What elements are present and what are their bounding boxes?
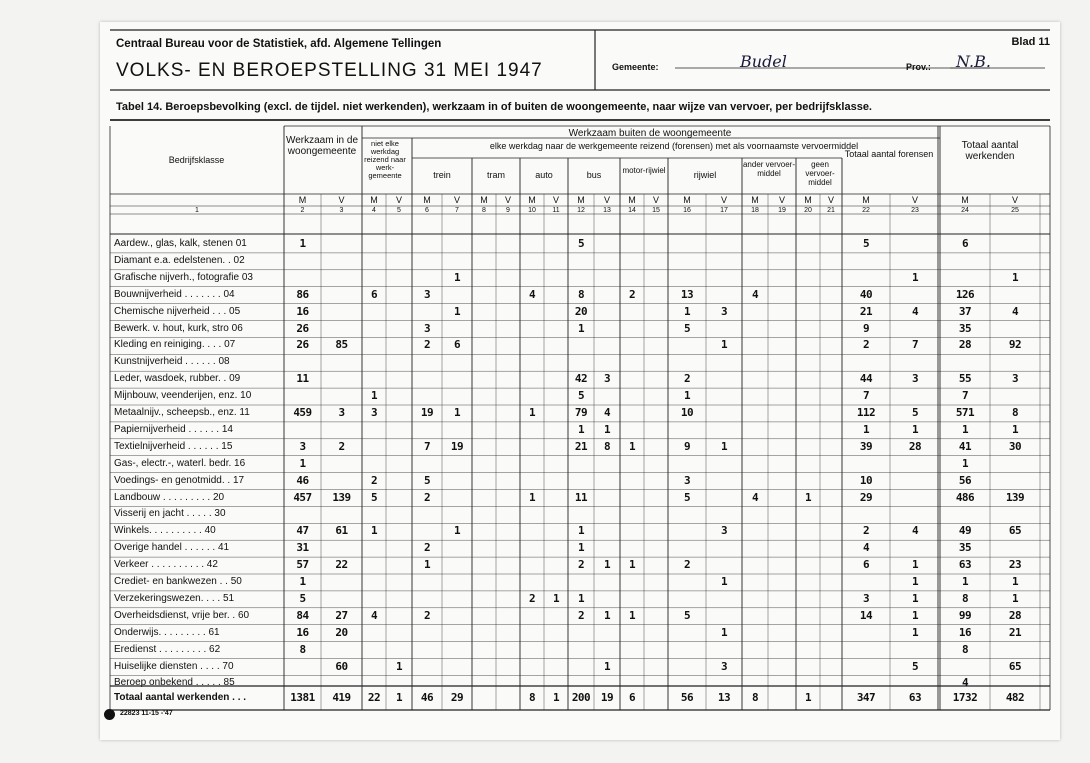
row-label: Onderwijs. . . . . . . . . 61: [114, 626, 220, 638]
total-cell: 1: [395, 691, 403, 704]
col-number: 4: [372, 207, 376, 214]
table-cell: 6: [453, 338, 461, 352]
table-cell: 28: [908, 439, 922, 453]
table-cell: 1: [720, 625, 728, 639]
row-label: Mijnbouw, veenderijen, enz. 10: [114, 390, 252, 402]
v-header: V: [827, 195, 834, 205]
col-number: 7: [455, 207, 459, 214]
table-cell: 44: [859, 372, 873, 386]
col-number: 2: [300, 207, 305, 214]
table-cell: 61: [335, 524, 348, 538]
table-cell: 14: [859, 608, 873, 622]
total-cell: 482: [1005, 691, 1025, 704]
table-cell: 1: [720, 439, 728, 453]
table-cell: 2: [862, 338, 870, 352]
table-cell: 1: [370, 389, 378, 403]
table-cell: 1: [528, 406, 536, 419]
table-cell: 126: [955, 287, 975, 301]
table-cell: 16: [958, 625, 972, 639]
row-label: Winkels. . . . . . . . . . 40: [114, 525, 216, 537]
col-number: 20: [804, 207, 812, 214]
blad-number: Blad 11: [1011, 36, 1050, 48]
table-cell: 3: [370, 406, 378, 419]
table-cell: 1: [423, 558, 431, 572]
table-cell: 10: [680, 406, 694, 419]
table-cell: 3: [423, 321, 431, 335]
table-cell: 3: [911, 372, 919, 386]
table-cell: 1: [577, 541, 585, 555]
total-cell: 8: [528, 691, 536, 704]
total-cell: 29: [450, 691, 464, 704]
table-cell: 9: [683, 439, 691, 453]
table-cell: 1: [552, 591, 560, 605]
table-cell: 7: [961, 389, 969, 403]
table-cell: 1: [577, 591, 585, 605]
m-header: M: [628, 195, 636, 205]
table-cell: 35: [958, 321, 972, 335]
table-cell: 20: [574, 304, 588, 318]
table-cell: 21: [1008, 625, 1022, 639]
col-number: 24: [961, 207, 969, 214]
col-number: 22: [862, 207, 870, 214]
prov-label: Prov.:: [906, 62, 931, 72]
total-row-label: Totaal aantal werkenden . . .: [114, 692, 247, 703]
table-cell: 9: [862, 321, 870, 335]
table-cell: 2: [683, 372, 691, 386]
table-cell: 1: [577, 422, 585, 436]
table-cell: 1: [911, 270, 919, 284]
total-cell: 19: [600, 691, 614, 704]
table-cell: 65: [1008, 524, 1022, 538]
table-cell: 2: [577, 608, 585, 622]
table-cell: 16: [296, 625, 309, 639]
total-cell: 1: [804, 691, 812, 704]
table-cell: 1: [911, 575, 919, 588]
row-label: Diamant e.a. edelstenen. . 02: [114, 254, 245, 266]
table-cell: 1: [299, 237, 306, 250]
table-cell: 1: [1011, 591, 1019, 605]
col-number: 25: [1011, 207, 1019, 214]
table-cell: 55: [958, 372, 972, 386]
table-cell: 13: [680, 287, 694, 301]
v-header: V: [603, 195, 610, 205]
table-cell: 19: [450, 439, 464, 453]
table-cell: 1: [1011, 575, 1019, 588]
row-label: Bouwnijverheid . . . . . . . 04: [114, 288, 235, 300]
form-title: VOLKS- EN BEROEPSTELLING 31 MEI 1947: [116, 60, 543, 81]
col-number: 15: [652, 207, 660, 214]
v-header: V: [552, 195, 559, 205]
table-cell: 40: [859, 287, 873, 301]
table-cell: 28: [958, 338, 972, 352]
table-cell: 84: [296, 608, 309, 622]
table-cell: 3: [423, 287, 431, 301]
table-cell: 1: [628, 439, 636, 453]
table-cell: 1: [911, 625, 919, 639]
table-cell: 79: [574, 406, 588, 419]
table-cell: 1: [961, 456, 969, 470]
col-rijwiel-header: rijwiel: [693, 170, 717, 180]
col-bedrijfsklasse-header: Bedrijfsklasse: [168, 155, 225, 165]
table-cell: 1: [862, 422, 870, 436]
table-cell: 1: [395, 659, 403, 673]
table-cell: 2: [423, 490, 431, 504]
v-header: V: [778, 195, 785, 205]
printer-mark-icon: [104, 709, 115, 720]
table-cell: 20: [335, 625, 348, 639]
table-cell: 8: [577, 287, 585, 301]
v-header: V: [395, 195, 402, 205]
col-bus-header: bus: [586, 170, 602, 180]
row-label: Metaalnijv., scheepsb., enz. 11: [114, 407, 250, 418]
table-cell: 4: [862, 541, 870, 555]
table-cell: 3: [720, 659, 728, 673]
table-cell: 65: [1008, 659, 1022, 673]
row-label: Landbouw . . . . . . . . . 20: [114, 491, 225, 503]
table-cell: 92: [1008, 338, 1022, 352]
table-cell: 8: [961, 591, 969, 605]
table-cell: 3: [720, 304, 728, 318]
table-cell: 5: [911, 659, 919, 673]
table-cell: 2: [577, 558, 585, 572]
m-header: M: [862, 195, 870, 205]
col-number: 18: [751, 207, 759, 214]
gemeente-value: Budel: [740, 52, 787, 71]
table-cell: 4: [528, 287, 536, 301]
m-header: M: [961, 195, 969, 205]
col-elke-werkdag-header: elke werkdag naar de werkgemeente reizend (forensen) met als voornaamste vervoermiddel: [489, 141, 859, 151]
table-cell: 457: [293, 490, 312, 504]
table-cell: 11: [574, 490, 588, 504]
footer-code: 22823 11-15 -'47: [120, 710, 173, 717]
row-label: Crediet- en bankwezen . . 50: [114, 576, 242, 587]
row-label: Aardew., glas, kalk, stenen 01: [114, 238, 247, 249]
table-cell: 2: [528, 591, 536, 605]
table-cell: 5: [683, 608, 691, 622]
table-cell: 112: [856, 406, 876, 419]
row-label: Kleding en reiniging. . . . 07: [114, 339, 236, 351]
table-cell: 1: [911, 591, 919, 605]
table-cell: 47: [296, 524, 309, 538]
table-cell: 1: [577, 524, 585, 538]
table-cell: 1: [577, 321, 585, 335]
row-label: Voedings- en genotmidd. . 17: [114, 474, 245, 486]
table-cell: 7: [423, 439, 431, 453]
table-cell: 1: [603, 659, 611, 673]
col-number: 19: [778, 207, 786, 214]
table-cell: 2: [862, 524, 870, 538]
col-number: 10: [528, 207, 536, 214]
table-cell: 1: [720, 575, 728, 588]
table-cell: 4: [603, 406, 611, 419]
table-cell: 5: [911, 406, 919, 419]
row-label: Eredienst . . . . . . . . . 62: [114, 643, 221, 655]
m-header: M: [577, 195, 585, 205]
total-cell: 56: [680, 691, 694, 704]
m-header: M: [298, 195, 307, 205]
table-cell: 2: [338, 439, 345, 453]
table-cell: 1: [911, 422, 919, 436]
col-number: 5: [397, 207, 401, 214]
table-cell: 1: [299, 575, 306, 588]
v-header: V: [652, 195, 659, 205]
col-number: 8: [482, 207, 486, 214]
table-cell: 6: [862, 558, 870, 572]
row-label: Chemische nijverheid . . . 05: [114, 305, 241, 317]
table-cell: 2: [423, 541, 431, 555]
table-cell: 5: [862, 237, 870, 250]
table-cell: 486: [955, 490, 975, 504]
gemeente-label: Gemeente:: [612, 62, 659, 72]
table-cell: 86: [296, 287, 309, 301]
table-cell: 1: [299, 456, 306, 470]
table-cell: 23: [1008, 558, 1022, 572]
col-werkzaam-buiten-header: Werkzaam buiten de woongemeente: [568, 128, 732, 139]
table-cell: 1: [1011, 270, 1019, 284]
col-auto-header: auto: [535, 170, 553, 180]
table-cell: 2: [423, 338, 431, 352]
table-cell: 3: [603, 372, 611, 386]
table-cell: 1: [528, 490, 536, 504]
table-cell: 1: [804, 490, 812, 504]
table-cell: 42: [574, 372, 588, 386]
v-header: V: [453, 195, 460, 205]
col-number: 1: [195, 207, 199, 214]
total-cell: 1: [552, 691, 560, 704]
col-number: 14: [628, 207, 636, 214]
m-header: M: [683, 195, 691, 205]
col-number: 3: [339, 207, 344, 214]
row-label: Huiselijke diensten . . . . 70: [114, 660, 234, 672]
prov-value: N.B.: [956, 52, 991, 71]
table-cell: 1: [603, 422, 611, 436]
table-cell: 3: [720, 524, 728, 538]
table-cell: 21: [574, 439, 588, 453]
table-cell: 571: [955, 406, 975, 419]
col-trein-header: trein: [433, 170, 451, 180]
table-cell: 5: [683, 490, 691, 504]
table-title: Tabel 14. Beroepsbevolking (excl. de tijdel. niet werkenden), werkzaam in of buiten de woongemeente, naar wijze van vervoer, per bedrijfsklasse.: [116, 101, 872, 113]
table-cell: 41: [958, 439, 972, 453]
col-forensen-header: Totaal aantal forensen: [844, 149, 934, 159]
total-cell: 63: [908, 691, 922, 704]
m-header: M: [528, 195, 536, 205]
table-cell: 37: [958, 304, 972, 318]
table-cell: 30: [1008, 439, 1022, 453]
table-cell: 1: [720, 338, 728, 352]
table-cell: 3: [862, 591, 870, 605]
table-cell: 49: [958, 524, 972, 538]
table-cell: 26: [296, 338, 309, 352]
table-cell: 3: [338, 406, 345, 419]
v-header: V: [720, 195, 727, 205]
table-cell: 1: [961, 575, 969, 588]
total-cell: 13: [717, 691, 731, 704]
table-cell: 2: [683, 558, 691, 572]
m-header: M: [480, 195, 488, 205]
table-cell: 1: [603, 558, 611, 572]
table-cell: 1: [453, 270, 461, 284]
table-cell: 16: [296, 304, 309, 318]
table-cell: 4: [911, 304, 919, 318]
table-cell: 27: [335, 608, 348, 622]
v-header: V: [338, 195, 345, 205]
table-cell: 8: [603, 439, 611, 453]
table-cell: 459: [293, 406, 312, 419]
census-form-sheet: [100, 22, 1060, 740]
row-label: Textielnijverheid . . . . . . 15: [114, 440, 233, 452]
total-cell: 46: [420, 691, 434, 704]
total-cell: 8: [751, 691, 759, 704]
table-cell: 1: [453, 524, 461, 538]
v-header: V: [504, 195, 511, 205]
table-cell: 7: [911, 338, 919, 352]
table-cell: 60: [335, 659, 348, 673]
table-cell: 8: [1011, 406, 1019, 419]
table-cell: 6: [370, 287, 378, 301]
col-totaal-header: Totaal aantal werkenden: [961, 140, 1019, 162]
row-label: Papiernijverheid . . . . . . 14: [114, 423, 233, 435]
table-cell: 8: [961, 642, 969, 656]
row-label: Beroep onbekend . . . . . 85: [114, 677, 235, 689]
table-cell: 85: [335, 338, 348, 352]
table-cell: 57: [296, 558, 309, 572]
m-header: M: [370, 195, 378, 205]
m-header: M: [804, 195, 812, 205]
row-label: Verzekeringswezen. . . . 51: [114, 592, 235, 604]
table-cell: 1: [1011, 422, 1019, 436]
table-cell: 11: [296, 372, 309, 386]
col-werkzaam-in-header: Werkzaam in de woongemeente: [285, 135, 359, 157]
row-label: Gas-, electr.-, waterl. bedr. 16: [114, 457, 246, 469]
total-cell: 419: [332, 691, 351, 704]
table-cell: 2: [370, 473, 378, 487]
table-cell: 5: [577, 389, 585, 403]
table-cell: 3: [1011, 372, 1019, 386]
row-label: Verkeer . . . . . . . . . . 42: [114, 559, 218, 571]
table-cell: 4: [961, 676, 969, 690]
table-cell: 1: [453, 406, 461, 419]
row-label: Visserij en jacht . . . . . 30: [114, 508, 226, 520]
col-ander-header: ander vervoer-middel: [742, 160, 796, 178]
table-cell: 4: [751, 490, 759, 504]
col-geen-header: geen vervoer-middel: [805, 160, 835, 187]
table-cell: 1: [683, 389, 691, 403]
total-cell: 200: [571, 691, 591, 704]
bureau-name: Centraal Bureau voor de Statistiek, afd. Algemene Tellingen: [116, 38, 442, 50]
row-label: Bewerk. v. hout, kurk, stro 06: [114, 322, 243, 334]
col-number: 11: [552, 207, 560, 214]
col-number: 12: [577, 207, 585, 214]
table-cell: 2: [628, 287, 636, 301]
m-header: M: [423, 195, 431, 205]
table-cell: 4: [370, 608, 378, 622]
table-cell: 3: [299, 439, 306, 453]
table-cell: 1: [911, 558, 919, 572]
col-niet-elke-header: niet elke werkdag reizend naar werk-gemeente: [364, 139, 406, 180]
table-cell: 139: [1005, 490, 1025, 504]
table-cell: 1: [961, 422, 969, 436]
col-number: 17: [720, 207, 728, 214]
table-cell: 5: [299, 591, 306, 605]
row-label: Overheidsdienst, vrije ber. . 60: [114, 609, 250, 621]
table-cell: 29: [859, 490, 873, 504]
table-cell: 8: [299, 642, 306, 656]
table-cell: 46: [296, 473, 309, 487]
table-cell: 1: [453, 304, 461, 318]
table-cell: 1: [628, 558, 636, 572]
table-cell: 6: [961, 237, 969, 250]
table-cell: 28: [1008, 608, 1022, 622]
total-cell: 347: [856, 691, 876, 704]
table-cell: 31: [296, 541, 309, 555]
col-number: 21: [827, 207, 835, 214]
col-number: 13: [603, 207, 611, 214]
table-cell: 63: [958, 558, 972, 572]
table-cell: 4: [1011, 304, 1019, 318]
table-cell: 21: [859, 304, 873, 318]
table-cell: 99: [958, 608, 972, 622]
table-cell: 26: [296, 321, 309, 335]
table-cell: 10: [859, 473, 873, 487]
table-cell: 4: [911, 524, 919, 538]
table-cell: 1: [370, 524, 378, 538]
table-cell: 1: [911, 608, 919, 622]
table-cell: 56: [958, 473, 972, 487]
v-header: V: [911, 195, 918, 205]
row-label: Grafische nijverh., fotografie 03: [114, 271, 253, 283]
row-label: Leder, wasdoek, rubber. . 09: [114, 373, 241, 385]
total-cell: 1381: [290, 691, 315, 704]
row-label: Overige handel . . . . . . 41: [114, 542, 230, 554]
table-cell: 35: [958, 541, 972, 555]
table-cell: 19: [420, 406, 434, 419]
table-cell: 22: [335, 558, 348, 572]
col-number: 9: [506, 207, 510, 214]
table-cell: 5: [683, 321, 691, 335]
v-header: V: [1011, 195, 1018, 205]
table-cell: 1: [603, 608, 611, 622]
m-header: M: [751, 195, 759, 205]
table-cell: 7: [862, 389, 870, 403]
col-number: 6: [425, 207, 429, 214]
table-cell: 5: [577, 237, 585, 250]
table-cell: 5: [370, 490, 378, 504]
table-cell: 4: [751, 287, 759, 301]
table-cell: 3: [683, 473, 691, 487]
table-cell: 1: [683, 304, 691, 318]
col-number: 16: [683, 207, 691, 214]
col-motorrijwiel-header: motor-rijwiel: [622, 166, 666, 175]
total-cell: 6: [628, 691, 636, 704]
table-cell: 2: [423, 608, 431, 622]
col-number: 23: [911, 207, 919, 214]
table-cell: 1: [628, 608, 636, 622]
total-cell: 22: [367, 691, 381, 704]
table-cell: 39: [859, 439, 873, 453]
total-cell: 1732: [952, 691, 978, 704]
table-cell: 139: [332, 490, 351, 504]
row-label: Kunstnijverheid . . . . . . 08: [114, 356, 230, 368]
table-cell: 5: [423, 473, 431, 487]
col-tram-header: tram: [487, 170, 505, 180]
